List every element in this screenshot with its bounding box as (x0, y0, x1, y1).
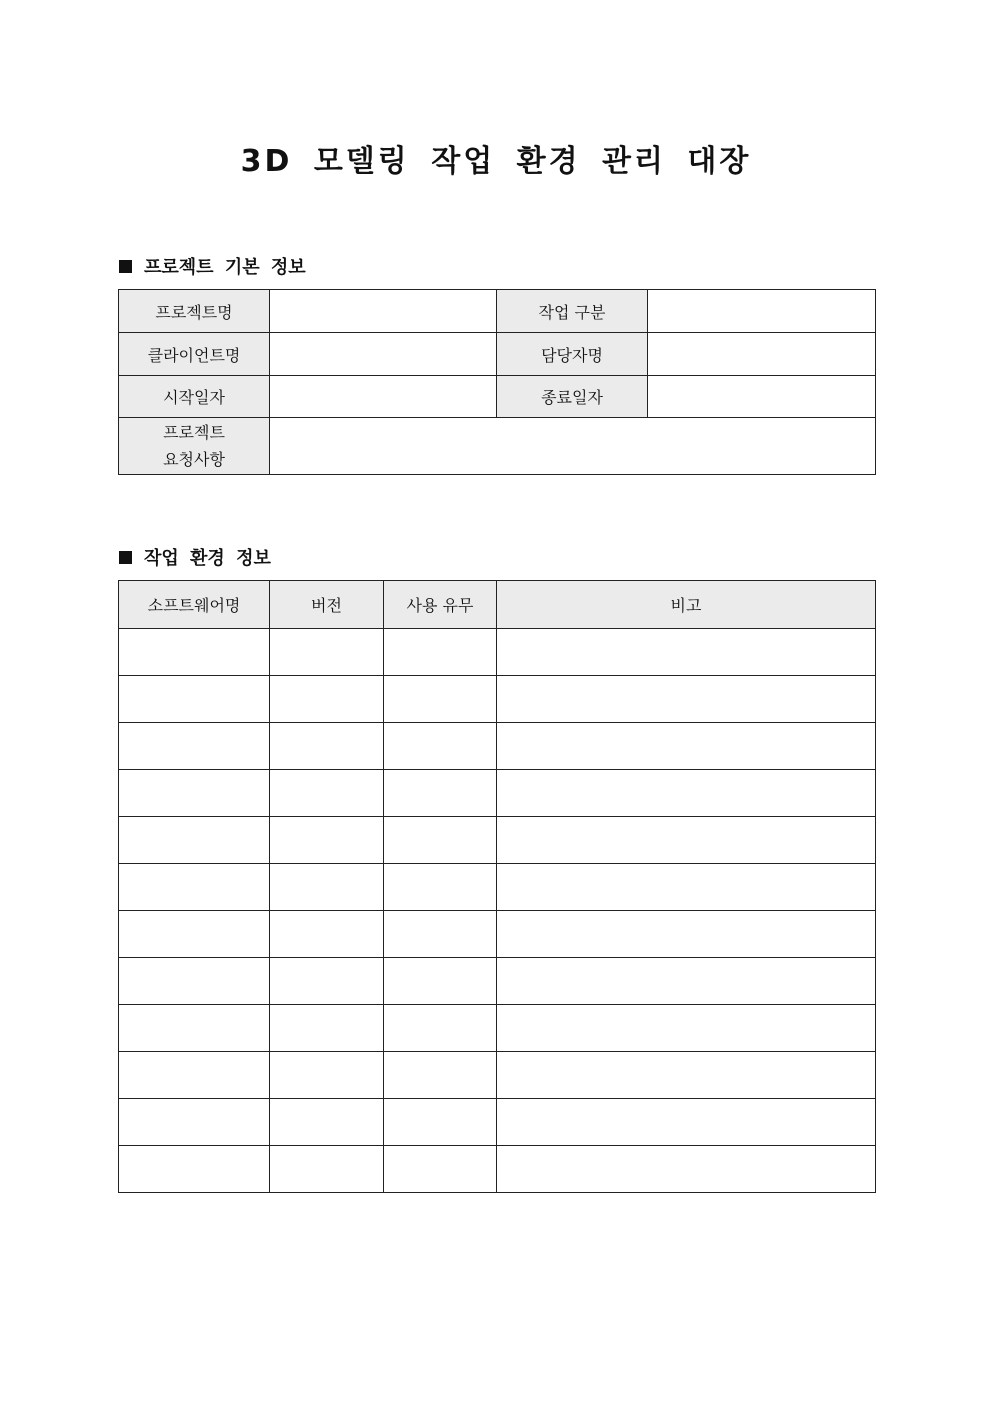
header-usage: 사용 유무 (384, 581, 497, 629)
cell-version[interactable] (270, 1052, 384, 1099)
cell-version[interactable] (270, 723, 384, 770)
cell-remarks[interactable] (497, 723, 876, 770)
square-bullet-icon (119, 260, 132, 273)
page-title: 3D 모델링 작업 환경 관리 대장 (240, 144, 752, 179)
cell-remarks[interactable] (497, 770, 876, 817)
cell-version[interactable] (270, 958, 384, 1005)
work-environment-table (118, 580, 876, 1193)
cell-software-name[interactable] (119, 1052, 270, 1099)
value-start-date[interactable] (270, 376, 497, 418)
label-start-date: 시작일자 (119, 376, 270, 418)
cell-software-name[interactable] (119, 911, 270, 958)
cell-usage[interactable] (384, 723, 497, 770)
cell-software-name[interactable] (119, 723, 270, 770)
cell-software-name[interactable] (119, 958, 270, 1005)
cell-software-name[interactable] (119, 629, 270, 676)
table-row (119, 770, 876, 817)
value-client-name[interactable] (270, 333, 497, 376)
header-version: 버전 (270, 581, 384, 629)
cell-usage[interactable] (384, 770, 497, 817)
cell-software-name[interactable] (119, 864, 270, 911)
cell-usage[interactable] (384, 911, 497, 958)
table-row (119, 333, 876, 376)
cell-version[interactable] (270, 676, 384, 723)
cell-version[interactable] (270, 1005, 384, 1052)
cell-software-name[interactable] (119, 676, 270, 723)
table-row (119, 817, 876, 864)
cell-remarks[interactable] (497, 1099, 876, 1146)
table-row (119, 376, 876, 418)
square-bullet-icon (119, 551, 132, 564)
table-row (119, 290, 876, 333)
label-work-type: 작업 구분 (497, 290, 648, 333)
label-end-date: 종료일자 (497, 376, 648, 418)
label-client-name: 클라이언트명 (119, 333, 270, 376)
header-remarks: 비고 (497, 581, 876, 629)
cell-usage[interactable] (384, 958, 497, 1005)
value-project-name[interactable] (270, 290, 497, 333)
cell-version[interactable] (270, 817, 384, 864)
table-row (119, 1005, 876, 1052)
label-project-request (119, 418, 270, 475)
project-info-table (118, 289, 876, 475)
cell-version[interactable] (270, 1099, 384, 1146)
table-row (119, 1099, 876, 1146)
cell-usage[interactable] (384, 629, 497, 676)
table-header-row (119, 581, 876, 629)
cell-remarks[interactable] (497, 1146, 876, 1193)
cell-remarks[interactable] (497, 1005, 876, 1052)
cell-version[interactable] (270, 629, 384, 676)
table-row (119, 911, 876, 958)
cell-software-name[interactable] (119, 817, 270, 864)
table-row (119, 629, 876, 676)
cell-usage[interactable] (384, 1005, 497, 1052)
table-row (119, 1146, 876, 1193)
cell-software-name[interactable] (119, 1099, 270, 1146)
cell-usage[interactable] (384, 1052, 497, 1099)
cell-version[interactable] (270, 911, 384, 958)
value-manager[interactable] (648, 333, 876, 376)
table-row (119, 864, 876, 911)
header-software-name: 소프트웨어명 (119, 581, 270, 629)
section-title-env-info (119, 544, 271, 570)
value-end-date[interactable] (648, 376, 876, 418)
cell-version[interactable] (270, 770, 384, 817)
section-title-text: 작업 환경 정보 (144, 548, 271, 569)
cell-usage[interactable] (384, 1099, 497, 1146)
cell-usage[interactable] (384, 676, 497, 723)
table-row (119, 418, 876, 475)
label-manager: 담당자명 (497, 333, 648, 376)
label-line: 프로젝트 (163, 423, 225, 442)
table-row (119, 958, 876, 1005)
cell-remarks[interactable] (497, 1052, 876, 1099)
table-row (119, 1052, 876, 1099)
cell-version[interactable] (270, 864, 384, 911)
cell-software-name[interactable] (119, 1005, 270, 1052)
cell-usage[interactable] (384, 1146, 497, 1193)
label-line: 요청사항 (163, 450, 225, 469)
cell-software-name[interactable] (119, 1146, 270, 1193)
table-row (119, 676, 876, 723)
value-project-request[interactable] (270, 418, 876, 475)
table-row (119, 723, 876, 770)
value-work-type[interactable] (648, 290, 876, 333)
cell-remarks[interactable] (497, 817, 876, 864)
cell-version[interactable] (270, 1146, 384, 1193)
cell-remarks[interactable] (497, 958, 876, 1005)
section-title-basic-info (119, 253, 306, 279)
cell-usage[interactable] (384, 864, 497, 911)
section-title-text: 프로젝트 기본 정보 (144, 257, 306, 278)
cell-remarks[interactable] (497, 676, 876, 723)
label-project-name: 프로젝트명 (119, 290, 270, 333)
cell-software-name[interactable] (119, 770, 270, 817)
cell-remarks[interactable] (497, 629, 876, 676)
cell-remarks[interactable] (497, 864, 876, 911)
cell-usage[interactable] (384, 817, 497, 864)
cell-remarks[interactable] (497, 911, 876, 958)
